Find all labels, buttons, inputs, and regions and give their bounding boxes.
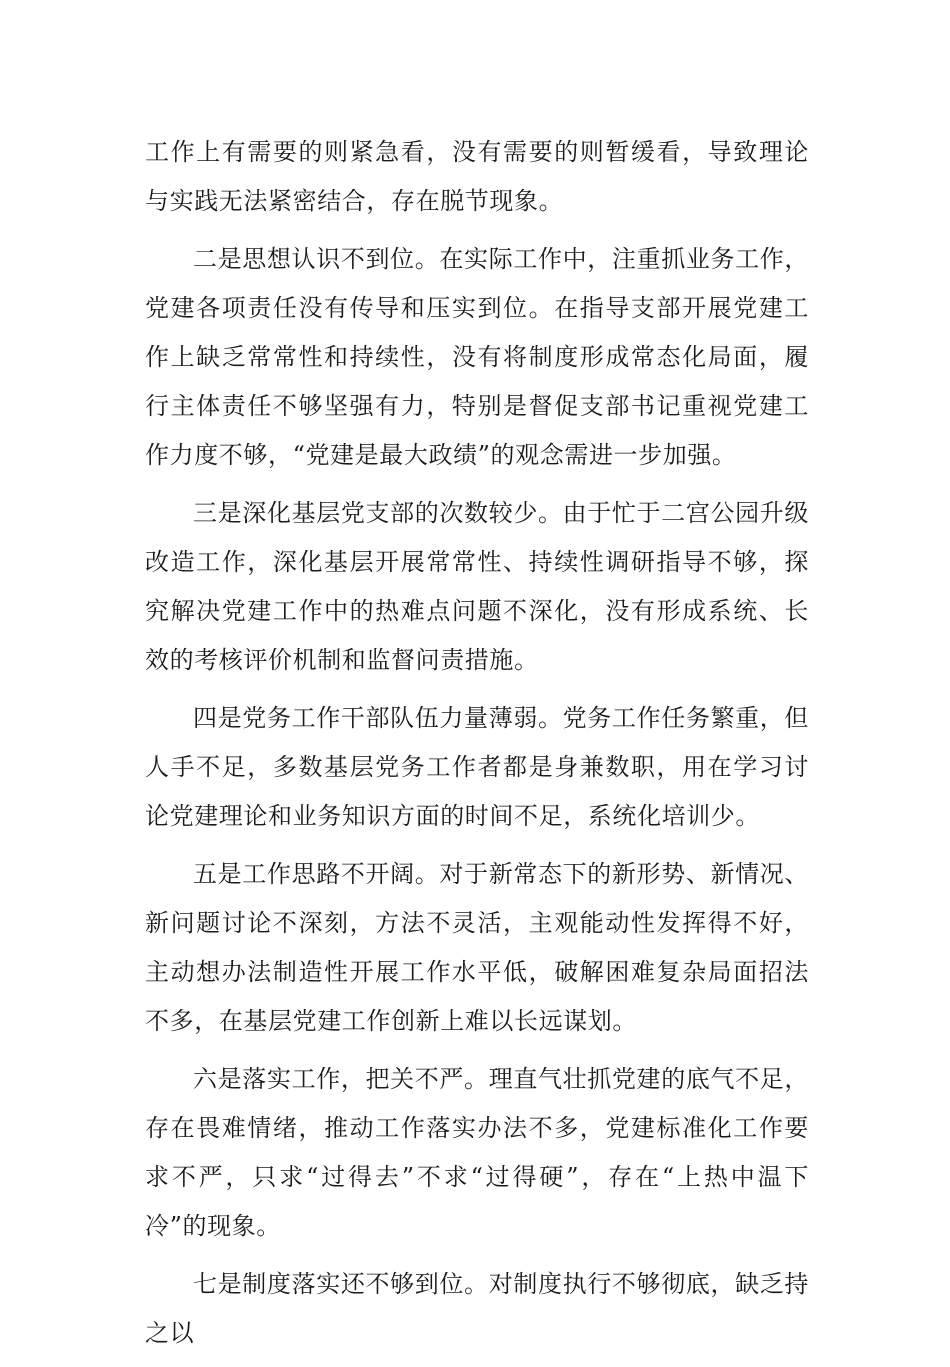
paragraph-point-7: 七是制度落实还不够到位。对制度执行不够彻底，缺乏持之以: [145, 1270, 809, 1347]
paragraph-continued: 工作上有需要的则紧急看，没有需要的则暂缓看，导致理论与实践无法紧密结合，存在脱节现象。: [145, 138, 809, 215]
paragraph-point-2: 二是思想认识不到位。在实际工作中，注重抓业务工作，党建各项责任没有传导和压实到位。在指导支部开展党建工作上缺乏常常性和持续性，没有将制度形成常态化局面，履行主体责任不够坚强有力，特别是督促支部书记重视党建工作力度不够，“党建是最大政绩”的观念需进一步加强。: [145, 245, 809, 469]
paragraph-point-4: 四是党务工作干部队伍力量薄弱。党务工作任务繁重，但人手不足，多数基层党务工作者都是身兼数职，用在学习讨论党建理论和业务知识方面的时间不足，系统化培训少。: [145, 704, 809, 830]
paragraph-point-3: 三是深化基层党支部的次数较少。由于忙于二宫公园升级改造工作，深化基层开展常常性、持续性调研指导不够，探究解决党建工作中的热难点问题不深化，没有形成系统、长效的考核评价机制和监督问责措施。: [145, 499, 809, 674]
paragraph-point-6: 六是落实工作，把关不严。理直气壮抓党建的底气不足，存在畏难情绪，推动工作落实办法不多，党建标准化工作要求不严，只求“过得去”不求“过得硬”，存在“上热中温下冷”的现象。: [145, 1065, 809, 1240]
paragraph-point-5: 五是工作思路不开阔。对于新常态下的新形势、新情况、新问题讨论不深刻，方法不灵活，主观能动性发挥得不好，主动想办法制造性开展工作水平低，破解困难复杂局面招法不多，在基层党建工作创新上难以长远谋划。: [145, 860, 809, 1035]
document-body: [145, 128, 809, 1367]
